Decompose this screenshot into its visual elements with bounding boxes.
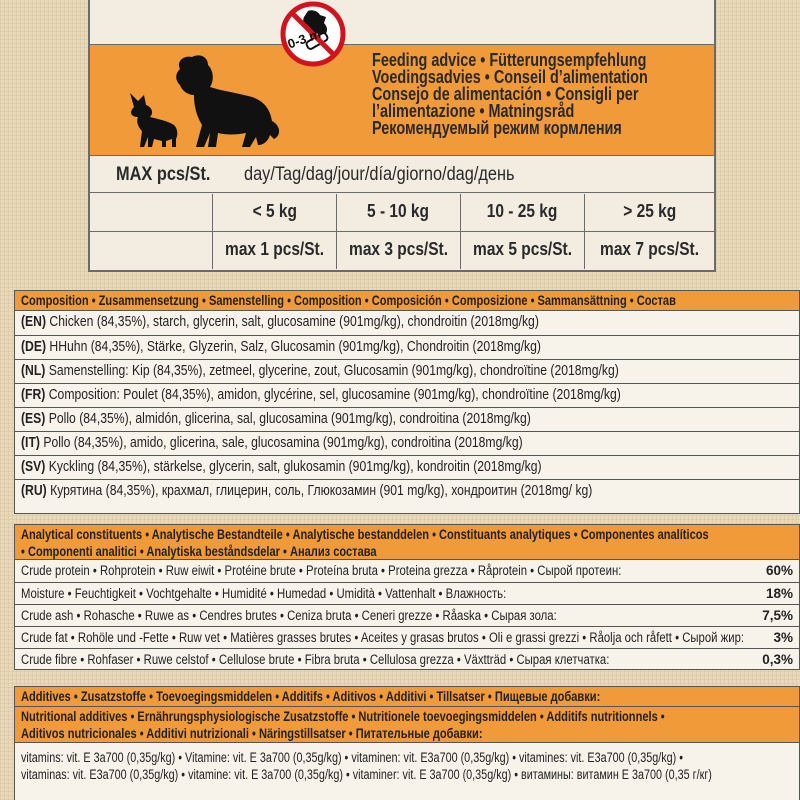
amount-cell: max 5 pcs/St. (460, 232, 584, 269)
weight-cell: 5 - 10 kg (336, 194, 460, 231)
max-pieces-label: MAX pcs/St. (116, 164, 211, 185)
analytical-value: 3% (773, 630, 793, 645)
composition-row: (DE) HHuhn (84,35%), Stärke, Glyzerin, Salz, Glucosamin (901mg/kg), Chondroitin (2018mg/kg) (15, 335, 799, 359)
analytical-row: Moisture • Feuchtigkeit • Vochtgehalte • Humidité • Humedad • Umidità • Vattenhalt • Влажность: 18% (15, 582, 799, 604)
feeding-title-line: Рекомендуемый режим кормления (372, 117, 622, 138)
feeding-title-line: Voedingsadvies • Conseil d’alimentation (372, 66, 648, 87)
analytical-header: Analytical constituents • Analytische Bestandteile • Analytische bestanddelen • Constituants analytiques • Componentes analíticos • Componenti analitici • Analytiska beståndsdelar • Анализ состава (15, 525, 799, 560)
weight-row (90, 194, 714, 232)
analytical-row: Crude protein • Rohprotein • Ruw eiwit • Protéine brute • Proteína bruta • Proteina grezza • Råprotein • Сырой протеин: 60% (15, 560, 799, 582)
vitamins-line: vitaminas: vit. E3a700 (0,35g/kg) • vitamine: vit. E 3a700 (0,35g/kg) • vitaminer: vit. E 3a700 (0,35g/kg) • витамины: витамин E 3a700 (0,35 г/кг) (21, 767, 712, 782)
feeding-title-line: Consejo de alimentación • Consigli per (372, 83, 639, 104)
composition-row: (ES) Pollo (84,35%), almidón, glicerina, sal, glucosamina (901mg/kg), condroitina (2018mg/kg) (15, 407, 799, 431)
weight-cell: < 5 kg (212, 194, 336, 231)
additives-section (14, 686, 800, 800)
analytical-section (14, 524, 800, 670)
analytical-value: 60% (765, 563, 793, 578)
analytical-row: Crude fibre • Rohfaser • Ruwe celstof • Cellulose brute • Fibra bruta • Cellulosa grezza • Växtträd • Сырая клетчатка: 0,3% (15, 648, 799, 670)
vitamins-block (15, 743, 799, 783)
weight-cell: > 25 kg (584, 194, 714, 231)
dogs-icon (122, 51, 282, 151)
composition-header: Composition • Zusammensetzung • Samenstelling • Composition • Composición • Composizione • Sammansättning • Состав (15, 291, 799, 311)
amount-cell: max 7 pcs/St. (584, 232, 714, 269)
weight-cell: 10 - 25 kg (460, 194, 584, 231)
feeding-title (372, 51, 726, 136)
feeding-title-line: l’alimentazione • Matningsråd (372, 100, 575, 121)
composition-section (14, 290, 800, 514)
feeding-header (90, 25, 714, 156)
vitamins-line: vitamins: vit. E 3a700 (0,35g/kg) • Vitamine: vit. E 3a700 (0,35g/kg) • vitaminen: vit. E3a700 (0,35g/kg) • vitamines: vit. E3a700 (0,35g/kg) • (21, 750, 684, 765)
analytical-value: 0,3% (762, 652, 793, 667)
analytical-value: 18% (765, 586, 793, 601)
max-pieces-row (90, 157, 714, 193)
analytical-row: Crude fat • Rohöle und -Fette • Ruw vet • Matières grasses brutes • Aceites y grasas brutos • Oli e grassi grezzi • Råolja och råfett • Сырой жир: 3% (15, 626, 799, 648)
nutritional-additives-header: Nutritional additives • Ernährungsphysiologische Zusatzstoffe • Nutritionele toevoegingsmiddelen • Additifs nutritionnels • Aditivos nutricionales • Additivi nutrizionali • Näringstillsatser • Питательные добавки: (15, 707, 799, 743)
feeding-advice-box (88, 0, 716, 272)
no-puppies-warning-icon (280, 1, 346, 67)
puppy-age-text: 0-3 m (285, 25, 323, 52)
amount-cell: max 3 pcs/St. (336, 232, 460, 269)
composition-row: (NL) Samenstelling: Kip (84,35%), zetmeel, glycerine, zout, Glucosamin (901mg/kg), chondroïtine (2018mg/kg) (15, 359, 799, 383)
analytical-row: Crude ash • Rohasche • Ruwe as • Cendres brutes • Ceniza bruta • Ceneri grezze • Råaska • Сырая зола: 7,5% (15, 604, 799, 626)
feeding-title-line: Feeding advice • Fütterungsempfehlung (372, 49, 647, 70)
composition-row: (SV) Kyckling (84,35%), stärkelse, glycerin, salt, glukosamin (901mg/kg), kondroitin (2018mg/kg) (15, 455, 799, 479)
composition-row: (RU) Курятина (84,35%), крахмал, глицерин, соль, Глюкозамин (901 mg/kg), хондроитин (2018mg/ kg) (15, 479, 799, 503)
analytical-value: 7,5% (762, 608, 793, 623)
composition-row: (EN) Chicken (84,35%), starch, glycerin, salt, glucosamine (901mg/kg), chondroitin (2018mg/kg) (21, 314, 539, 330)
amount-row (90, 232, 714, 270)
composition-row: (FR) Composition: Poulet (84,35%), amidon, glycérine, sel, glucosamine (901mg/kg), chondroïtine (2018mg/kg) (15, 383, 799, 407)
composition-row: (IT) Pollo (84,35%), amido, glicerina, sale, glucosamina (901mg/kg), condroitina (2018mg/kg) (15, 431, 799, 455)
amount-cell: max 1 pcs/St. (212, 232, 336, 269)
day-label: day/Tag/dag/jour/día/giorno/dag/день (244, 164, 515, 185)
additives-header: Additives • Zusatzstoffe • Toevoegingsmiddelen • Additifs • Aditivos • Additivi • Tillsatser • Пищевые добавки: (15, 687, 799, 707)
